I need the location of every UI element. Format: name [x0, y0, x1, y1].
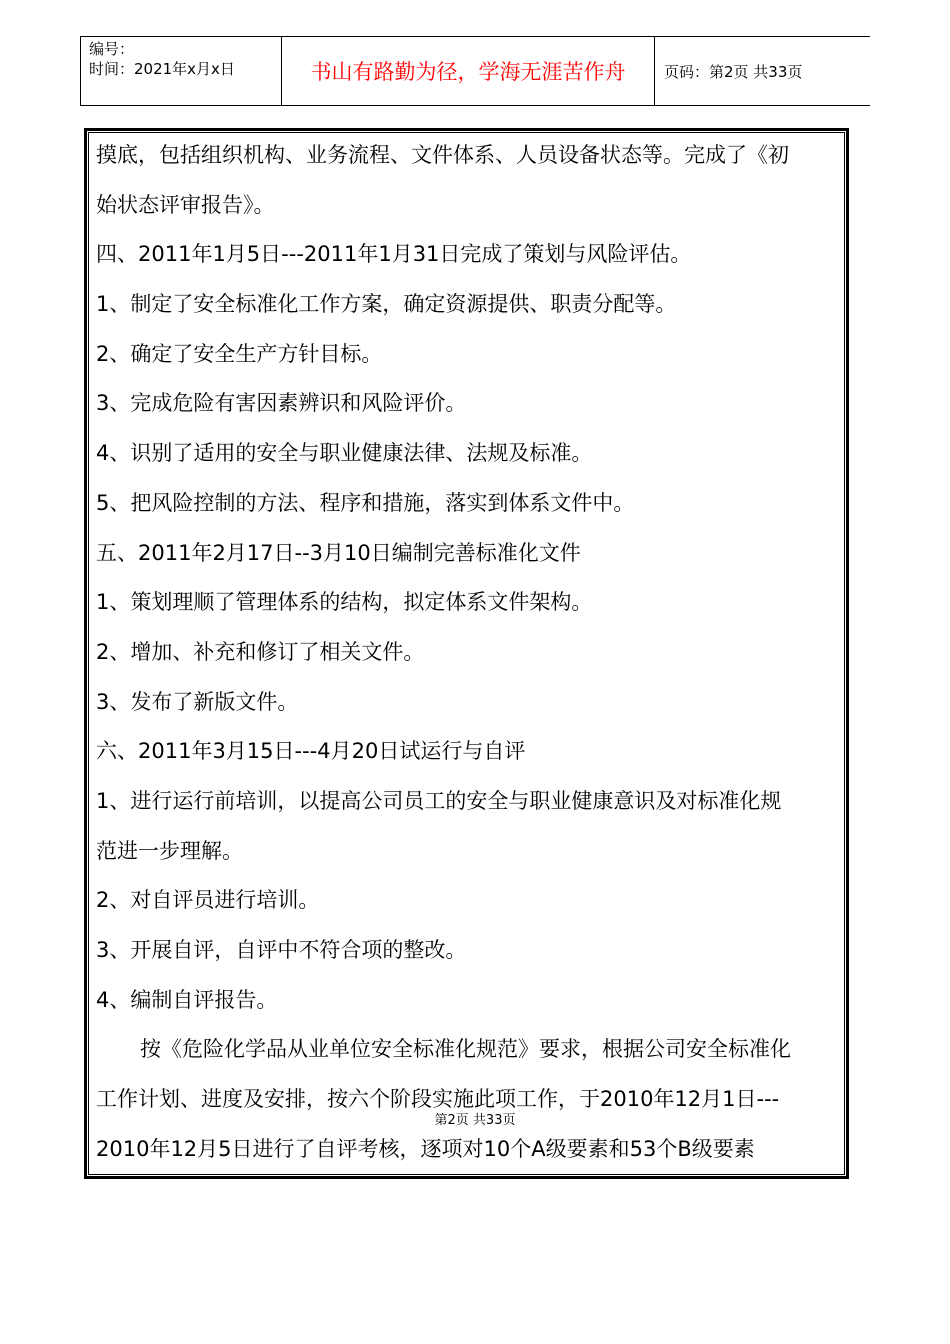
- section-heading-5: 五、2011年2月17日--3月10日编制完善标准化文件: [96, 540, 581, 565]
- paragraph-line: 摸底，包括组织机构、业务流程、文件体系、人员设备状态等。完成了《初: [96, 143, 789, 167]
- list-item: 1、进行运行前培训，以提高公司员工的安全与职业健康意识及对标准化规: [96, 788, 782, 813]
- list-item: 3、发布了新版文件。: [96, 689, 299, 714]
- paragraph-line: 工作计划、进度及安排，按六个阶段实施此项工作，于2010年12月1日---: [96, 1087, 780, 1112]
- document-number-label: 编号：: [89, 40, 135, 58]
- list-item: 2、确定了安全生产方针目标。: [96, 341, 383, 366]
- paragraph-line: 2010年12月5日进行了自评考核，逐项对10个A级要素和53个B级要素: [96, 1136, 755, 1161]
- header-meta-cell: [80, 37, 281, 105]
- list-item: 3、开展自评，自评中不符合项的整改。: [96, 938, 467, 962]
- list-item: 1、策划理顺了管理体系的结构，拟定体系文件架构。: [96, 590, 593, 615]
- document-body: [96, 131, 841, 1174]
- header-motto: 书山有路勤为径，学海无涯苦作舟: [281, 37, 655, 105]
- list-item-continuation: 范进一步理解。: [96, 838, 243, 863]
- list-item: 5、把风险控制的方法、程序和措施，落实到体系文件中。: [96, 490, 635, 515]
- paragraph-line: 按《危险化学品从业单位安全标准化规范》要求，根据公司安全标准化: [140, 1037, 791, 1062]
- section-heading-6: 六、2011年3月15日---4月20日试运行与自评: [96, 739, 526, 764]
- document-time-label: 时间：2021年x月x日: [89, 60, 235, 78]
- page-footer: 第2页 共33页: [434, 1113, 516, 1128]
- paragraph-line: 始状态评审报告》。: [96, 192, 275, 217]
- section-heading-4: 四、2011年1月5日---2011年1月31日完成了策划与风险评估。: [96, 242, 692, 267]
- list-item: 2、对自评员进行培训。: [96, 888, 320, 913]
- list-item: 4、识别了适用的安全与职业健康法律、法规及标准。: [96, 441, 593, 466]
- header-page-info: 页码：第2页 共33页: [664, 62, 803, 81]
- list-item: 3、完成危险有害因素辨识和风险评价。: [96, 391, 467, 416]
- list-item: 2、增加、补充和修订了相关文件。: [96, 639, 425, 664]
- page-header: [80, 36, 870, 106]
- list-item: 4、编制自评报告。: [96, 987, 278, 1012]
- list-item: 1、制定了安全标准化工作方案，确定资源提供、职责分配等。: [96, 292, 677, 317]
